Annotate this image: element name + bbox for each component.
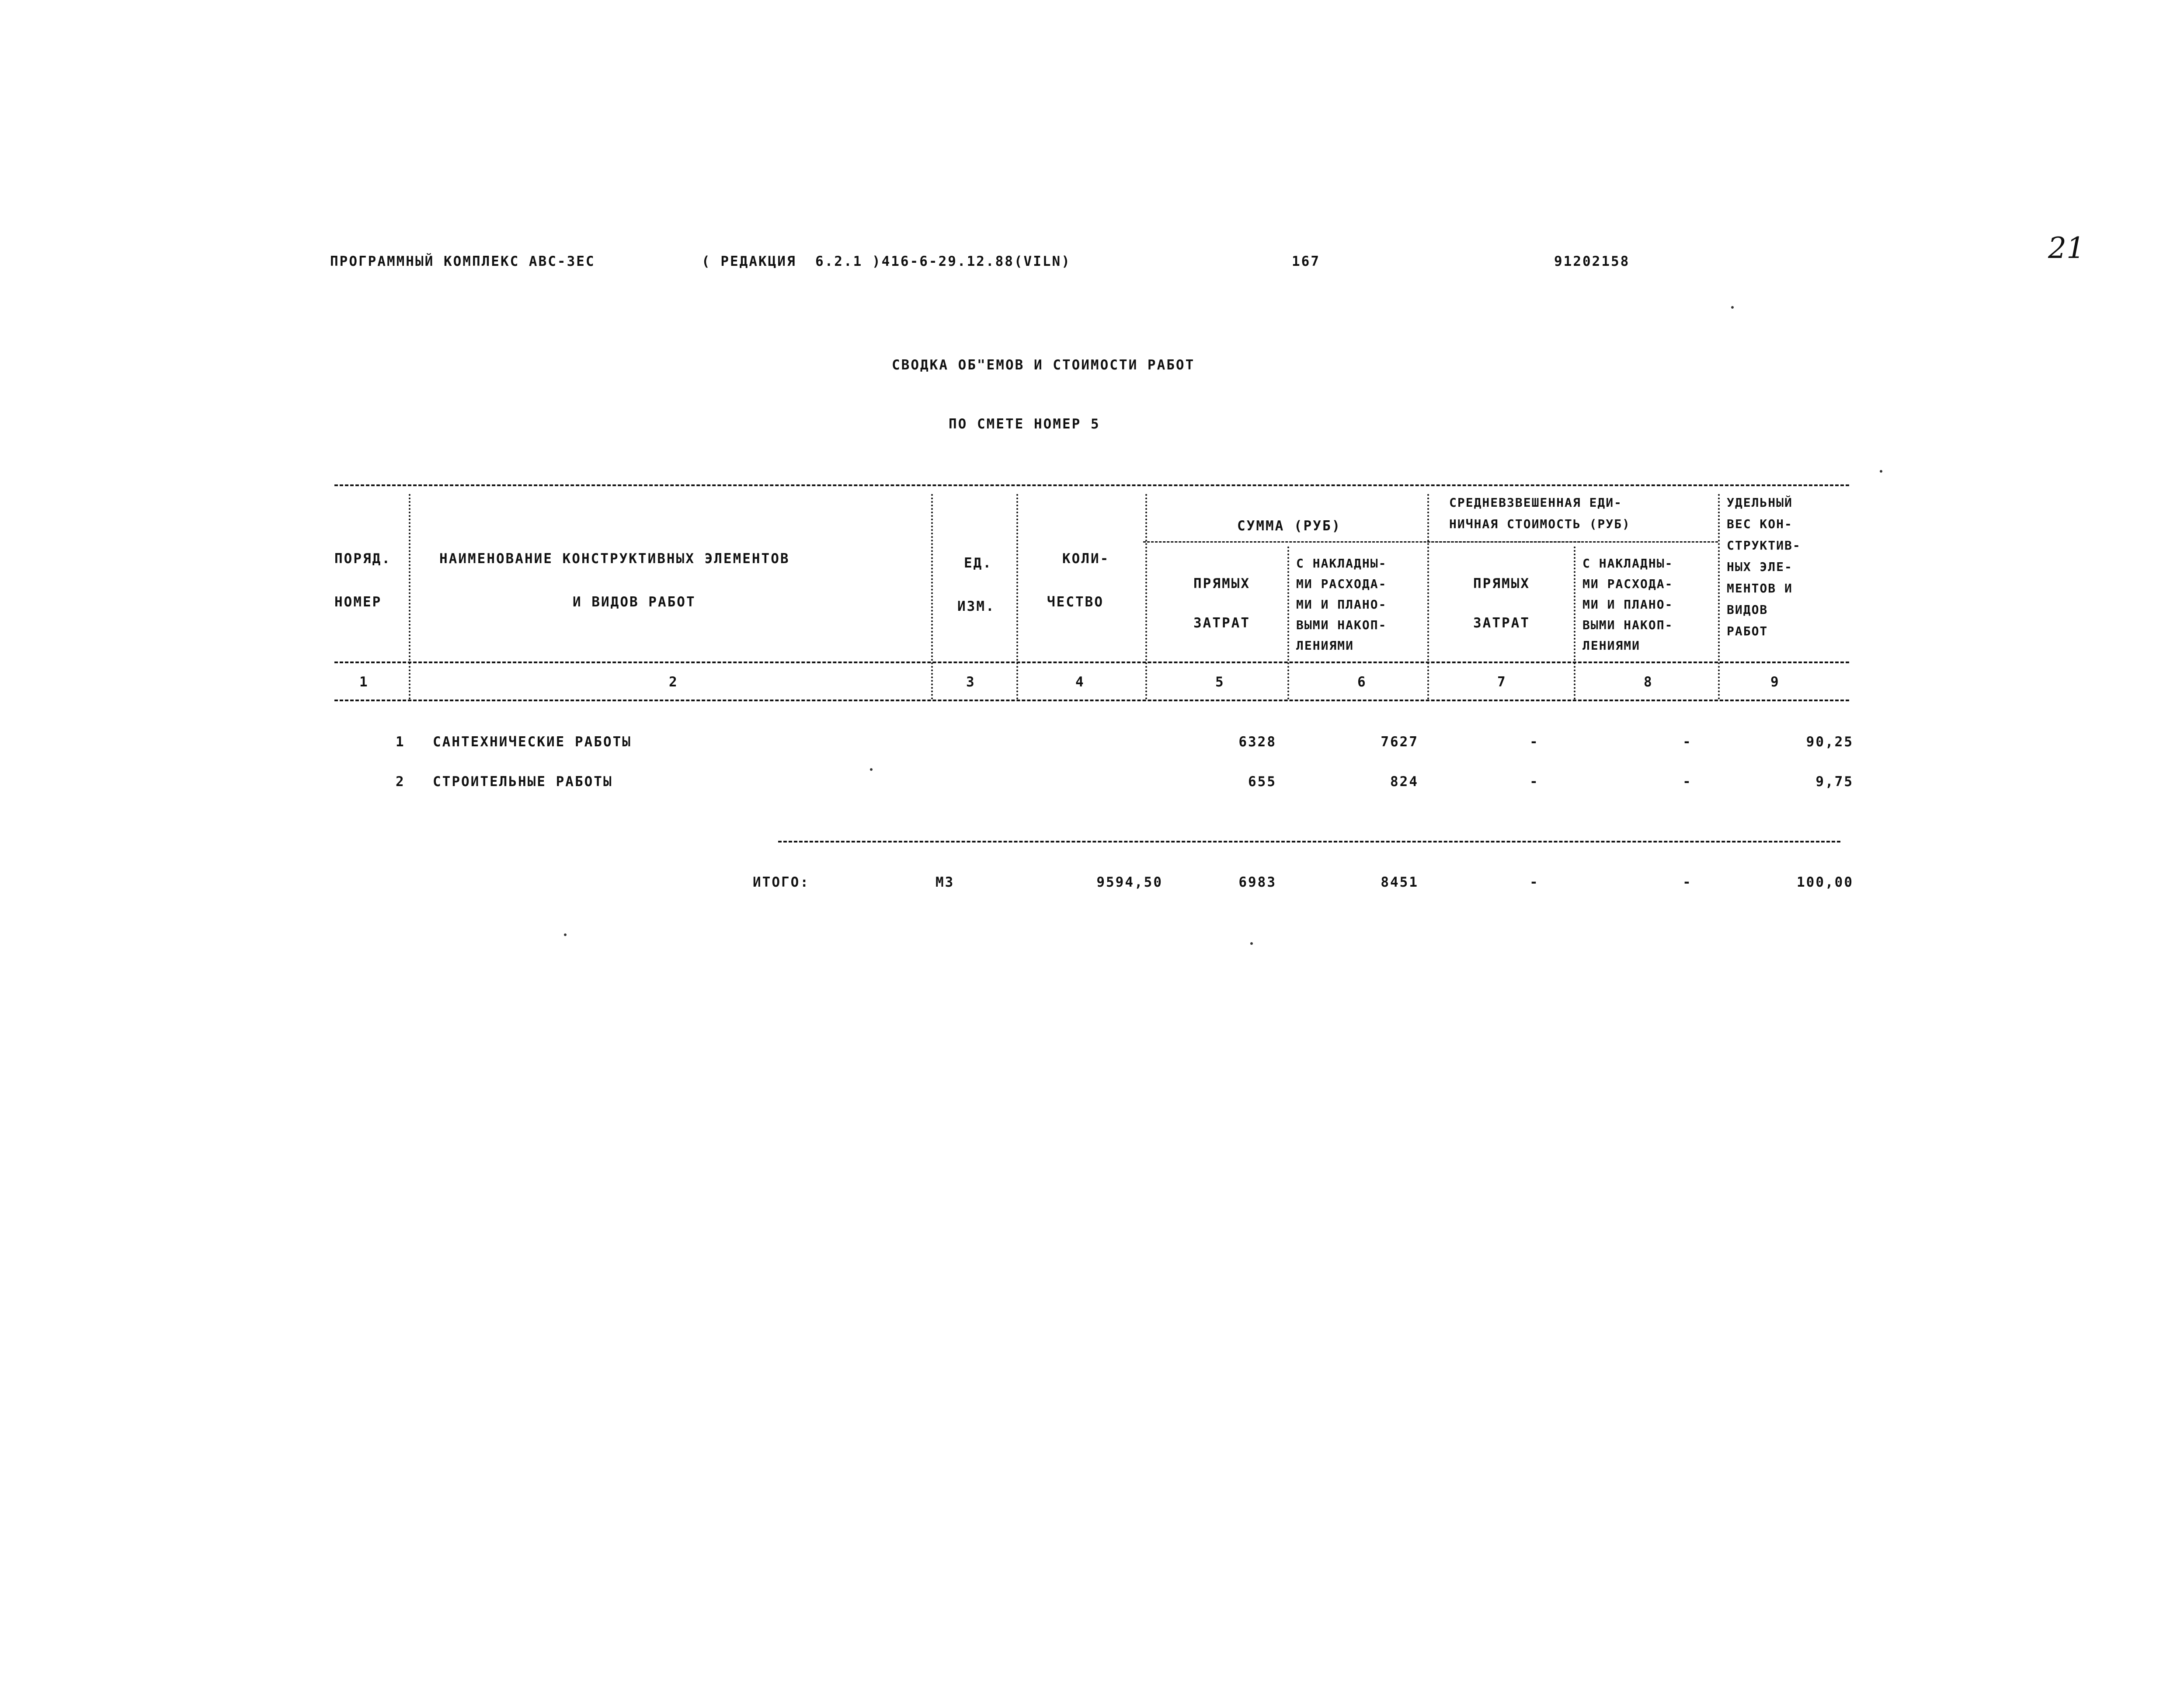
col-sep-4 bbox=[1145, 494, 1147, 700]
col-sep-8 bbox=[1718, 494, 1720, 700]
header-order-line1: ПОРЯД. bbox=[334, 551, 391, 567]
header-share-2: ВЕС КОН- bbox=[1727, 517, 1793, 531]
row1-name: САНТЕХНИЧЕСКИЕ РАБОТЫ bbox=[433, 734, 632, 750]
header-sum-overhead-4: ВЫМИ НАКОП- bbox=[1296, 618, 1387, 632]
row1-no: 1 bbox=[396, 734, 405, 750]
total-label: ИТОГО: bbox=[753, 874, 810, 890]
header-share-1: УДЕЛЬНЫЙ bbox=[1727, 495, 1793, 510]
total-unit-overhead: - bbox=[1683, 874, 1692, 890]
total-rule bbox=[778, 841, 1840, 843]
header-sum-direct-1: ПРЯМЫХ bbox=[1193, 576, 1250, 592]
total-unit-direct: - bbox=[1530, 874, 1539, 890]
col-number-4: 4 bbox=[1075, 674, 1085, 690]
row1-overhead: 7627 bbox=[1381, 734, 1419, 750]
total-share: 100,00 bbox=[1797, 874, 1854, 890]
col-sep-1 bbox=[409, 494, 410, 700]
header-name-line1: НАИМЕНОВАНИЕ КОНСТРУКТИВНЫХ ЭЛЕМЕНТОВ bbox=[439, 551, 790, 567]
document-code: 91202158 bbox=[1554, 254, 1630, 269]
header-share-6: ВИДОВ bbox=[1727, 602, 1768, 617]
row1-share: 90,25 bbox=[1806, 734, 1854, 750]
col-number-3: 3 bbox=[966, 674, 976, 690]
col-number-2: 2 bbox=[669, 674, 678, 690]
unit-group-rule bbox=[1427, 541, 1718, 543]
col-sep-5 bbox=[1287, 547, 1289, 700]
row2-unit-overhead: - bbox=[1683, 774, 1692, 790]
col-number-6: 6 bbox=[1357, 674, 1367, 690]
header-unit-overhead-1: С НАКЛАДНЫ- bbox=[1582, 556, 1673, 571]
document-title: СВОДКА ОБ"ЕМОВ И СТОИМОСТИ РАБОТ bbox=[892, 357, 1195, 373]
row2-overhead: 824 bbox=[1390, 774, 1419, 790]
program-edition: ( РЕДАКЦИЯ 6.2.1 )416-6-29.12.88(VILN) bbox=[702, 254, 1071, 269]
header-sum-overhead-2: МИ РАСХОДА- bbox=[1296, 577, 1387, 591]
col-sep-7 bbox=[1574, 547, 1575, 700]
row2-share: 9,75 bbox=[1815, 774, 1854, 790]
row1-direct: 6328 bbox=[1238, 734, 1276, 750]
col-number-7: 7 bbox=[1497, 674, 1507, 690]
header-unit-group-1: СРЕДНЕВЗВЕШЕННАЯ ЕДИ- bbox=[1449, 495, 1623, 510]
row2-direct: 655 bbox=[1248, 774, 1276, 790]
header-sum-overhead-1: С НАКЛАДНЫ- bbox=[1296, 556, 1387, 571]
header-qty-line2: ЧЕСТВО bbox=[1047, 594, 1104, 610]
header-share-4: НЫХ ЭЛЕ- bbox=[1727, 560, 1793, 574]
header-sum-direct-2: ЗАТРАТ bbox=[1193, 615, 1250, 631]
row2-unit-direct: - bbox=[1530, 774, 1539, 790]
col-sep-3 bbox=[1016, 494, 1018, 700]
row1-unit-overhead: - bbox=[1683, 734, 1692, 750]
header-unit-overhead-5: ЛЕНИЯМИ bbox=[1582, 638, 1641, 653]
row1-unit-direct: - bbox=[1530, 734, 1539, 750]
header-unit-direct-1: ПРЯМЫХ bbox=[1473, 576, 1530, 592]
total-qty: 9594,50 bbox=[1096, 874, 1163, 890]
header-unit-overhead-2: МИ РАСХОДА- bbox=[1582, 577, 1673, 591]
row2-no: 2 bbox=[396, 774, 405, 790]
row2-name: СТРОИТЕЛЬНЫЕ РАБОТЫ bbox=[433, 774, 613, 790]
col-sep-2 bbox=[931, 494, 933, 700]
header-share-3: СТРУКТИВ- bbox=[1727, 538, 1801, 553]
header-sum-overhead-5: ЛЕНИЯМИ bbox=[1296, 638, 1354, 653]
col-number-1: 1 bbox=[359, 674, 369, 690]
scan-speck bbox=[564, 933, 567, 936]
page-number: 167 bbox=[1292, 254, 1320, 269]
header-unit-overhead-3: МИ И ПЛАНО- bbox=[1582, 597, 1673, 612]
program-name: ПРОГРАММНЫЙ КОМПЛЕКС АВС-ЗЕС bbox=[330, 254, 595, 269]
col-number-8: 8 bbox=[1644, 674, 1653, 690]
header-bottom-rule bbox=[334, 662, 1849, 663]
header-sum-group: СУММА (РУБ) bbox=[1237, 518, 1342, 534]
header-name-line2: И ВИДОВ РАБОТ bbox=[573, 594, 696, 610]
table-top-rule bbox=[334, 484, 1849, 486]
document-subtitle: ПО СМЕТЕ НОМЕР 5 bbox=[949, 416, 1100, 432]
col-number-9: 9 bbox=[1770, 674, 1780, 690]
scan-speck bbox=[1250, 942, 1253, 945]
header-share-5: МЕНТОВ И bbox=[1727, 581, 1793, 595]
handwritten-page-number: 21 bbox=[2048, 231, 2085, 265]
total-direct: 6983 bbox=[1238, 874, 1276, 890]
col-number-5: 5 bbox=[1215, 674, 1225, 690]
total-overhead: 8451 bbox=[1381, 874, 1419, 890]
scan-speck bbox=[870, 768, 873, 771]
scan-speck bbox=[1880, 470, 1882, 473]
scan-speck bbox=[1731, 306, 1734, 309]
header-share-7: РАБОТ bbox=[1727, 624, 1768, 638]
header-unit-line2: ИЗМ. bbox=[957, 599, 995, 614]
total-unit: М3 bbox=[936, 874, 955, 890]
header-sum-overhead-3: МИ И ПЛАНО- bbox=[1296, 597, 1387, 612]
header-qty-line1: КОЛИ- bbox=[1062, 551, 1110, 567]
header-unit-line1: ЕД. bbox=[964, 555, 992, 571]
header-unit-group-2: НИЧНАЯ СТОИМОСТЬ (РУБ) bbox=[1449, 517, 1631, 531]
header-unit-direct-2: ЗАТРАТ bbox=[1473, 615, 1530, 631]
column-number-rule bbox=[334, 700, 1849, 701]
col-sep-6 bbox=[1427, 494, 1429, 700]
header-unit-overhead-4: ВЫМИ НАКОП- bbox=[1582, 618, 1673, 632]
header-order-line2: НОМЕР bbox=[334, 594, 382, 610]
